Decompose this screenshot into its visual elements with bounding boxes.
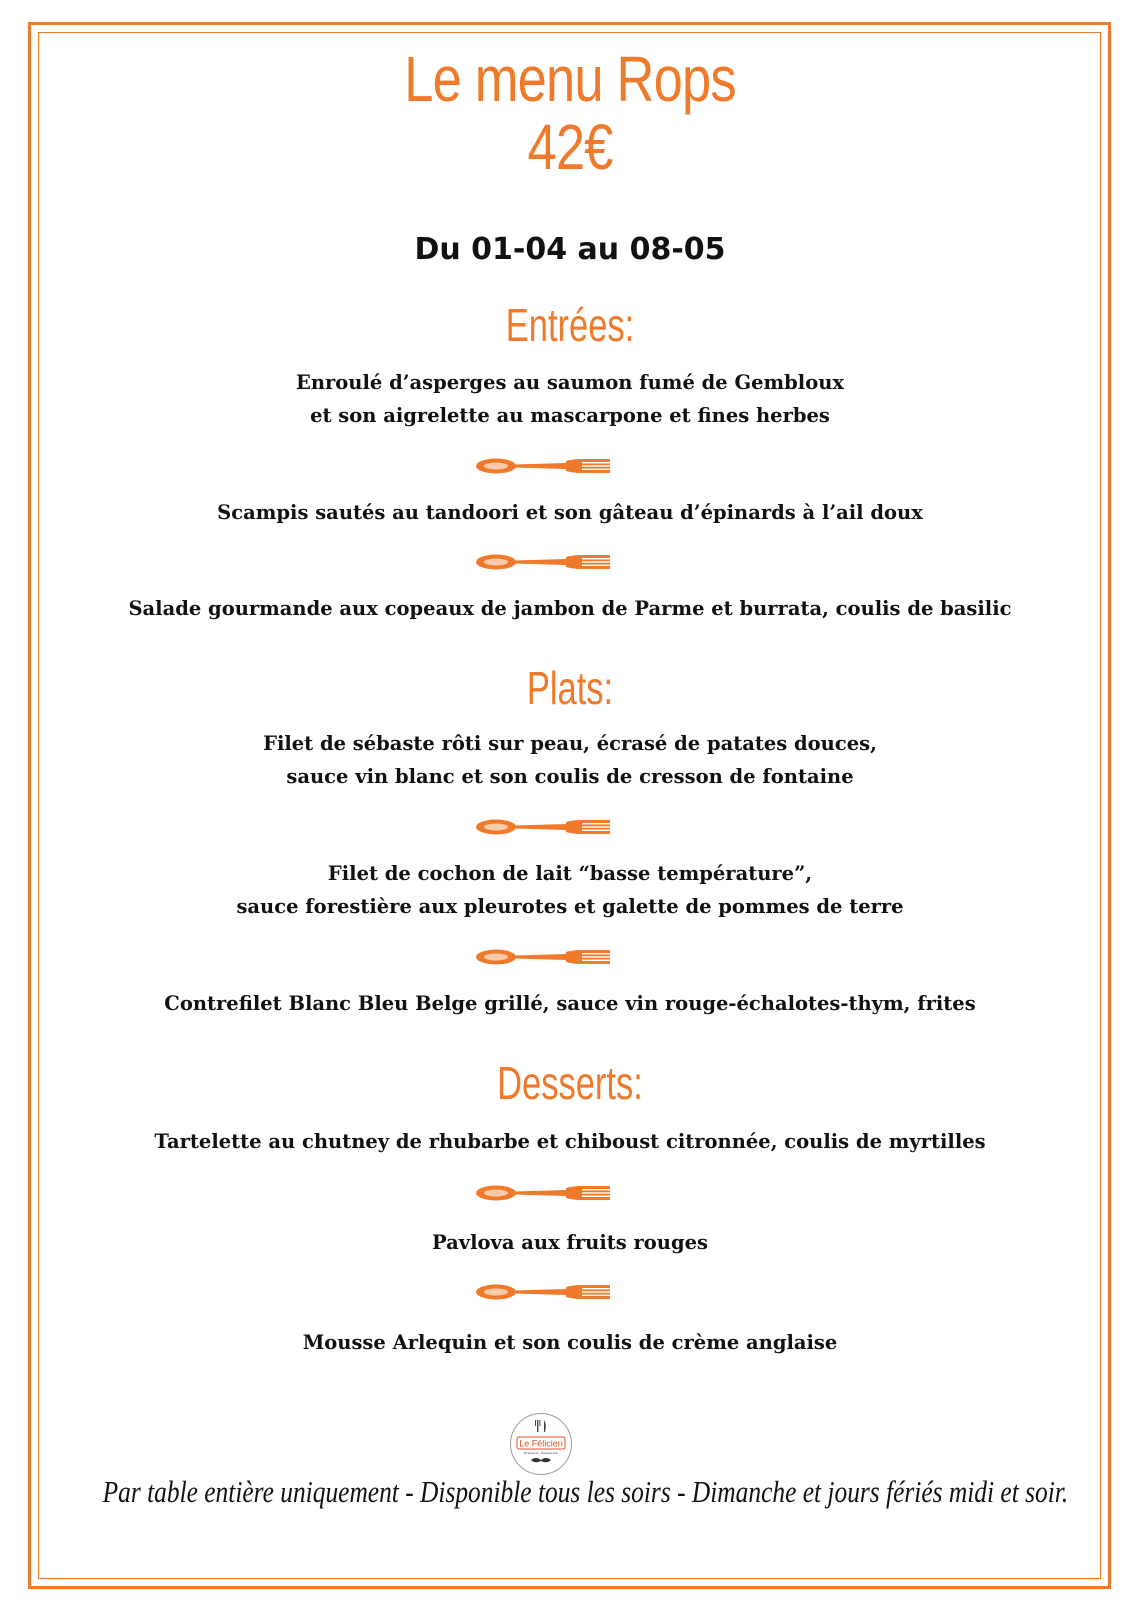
dish-entree-1-line-2: et son aigrelette au mascarpone et fines herbes (310, 404, 830, 427)
fork-icon (474, 946, 614, 968)
dish-plat-3: Contrefilet Blanc Bleu Belge grillé, sauce vin rouge-échalotes-thym, frites (164, 992, 976, 1015)
dish-dessert-1: Tartelette au chutney de rhubarbe et chiboust citronnée, coulis de myrtilles (154, 1130, 986, 1153)
section-title-desserts: Desserts: (497, 1057, 643, 1109)
footer-note: Par table entière uniquement - Disponible tous les soirs - Dimanche et jours fériés midi et soir. (102, 1474, 1069, 1509)
logo-name: Le Félicien (519, 1438, 563, 1449)
fork-icon (474, 1281, 614, 1303)
fork-icon (474, 816, 614, 838)
dish-entree-3: Salade gourmande aux copeaux de jambon de Parme et burrata, coulis de basilic (128, 597, 1012, 620)
dish-plat-2-line-1: Filet de cochon de lait “basse température”, (327, 862, 813, 885)
fork-icon (474, 551, 614, 573)
dish-entree-2: Scampis sautés au tandoori et son gâteau d’épinards à l’ail doux (217, 501, 923, 524)
menu-dates: Du 01-04 au 08-05 (414, 232, 726, 267)
logo-tagline: Brasserie - Restaurant (524, 1451, 558, 1455)
menu-title: Le menu Rops (404, 43, 736, 115)
dish-plat-1-line-1: Filet de sébaste rôti sur peau, écrasé de patates douces, (263, 732, 877, 755)
restaurant-logo (510, 1413, 572, 1475)
fork-icon (474, 455, 614, 477)
dish-dessert-2: Pavlova aux fruits rouges (432, 1231, 708, 1254)
fork-icon (474, 1182, 614, 1204)
dish-plat-1-line-2: sauce vin blanc et son coulis de cresson de fontaine (286, 765, 854, 788)
section-title-entrees: Entrées: (505, 299, 635, 351)
dish-plat-2-line-2: sauce forestière aux pleurotes et galette de pommes de terre (236, 895, 904, 918)
dish-entree-1-line-1: Enroulé d’asperges au saumon fumé de Gembloux (295, 371, 845, 394)
menu-price: 42€ (527, 111, 613, 183)
section-title-plats: Plats: (526, 662, 614, 714)
logo-graphic (511, 1414, 571, 1474)
dish-dessert-3: Mousse Arlequin et son coulis de crème anglaise (302, 1331, 838, 1354)
